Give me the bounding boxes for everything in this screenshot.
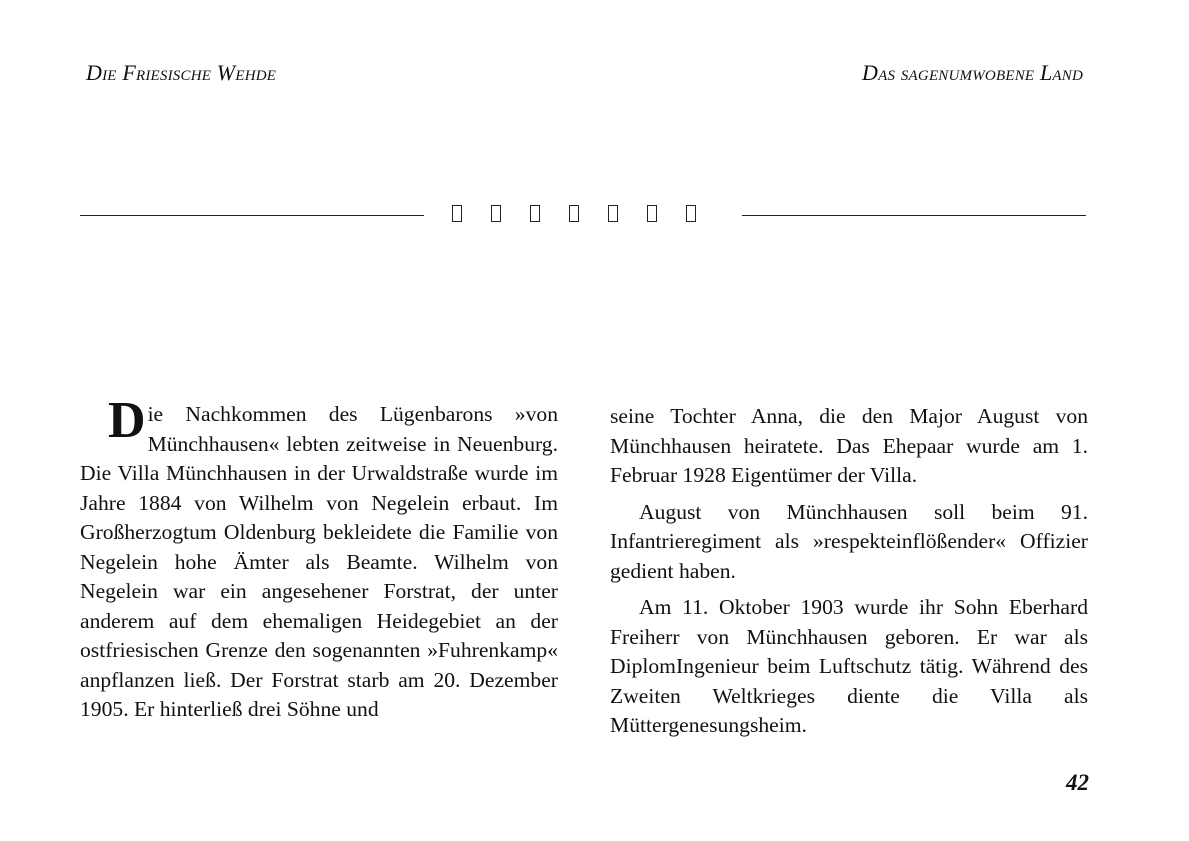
- text-column-left: [80, 392, 558, 725]
- divider-box-icon: [452, 205, 462, 222]
- drop-cap: D: [108, 392, 146, 449]
- divider-box-icon: [569, 205, 579, 222]
- divider-box-icon: [686, 205, 696, 222]
- paragraph-august: August von Münchhausen soll beim 91. Infantrieregiment als »respekteinflößender« Offizier gedient haben.: [610, 499, 1088, 583]
- ornamental-divider: [80, 202, 1086, 232]
- paragraph-eberhard: Am 11. Oktober 1903 wurde ihr Sohn Eberhard Freiherr von Münchhausen geboren. Er war als DiplomIngenieur beim Luftschutz tätig. Während des Zweiten Weltkrieges diente die Villa als Müttergenesungsheim.: [610, 595, 1088, 737]
- divider-boxes: [452, 205, 696, 222]
- running-header-left: Die Friesische Wehde: [86, 60, 277, 85]
- paragraph-continuation: seine Tochter Anna, die den Major August von Münchhausen heiratete. Das Ehepaar wurde am 1. Februar 1928 Eigentümer der Villa.: [610, 404, 1088, 487]
- text-column-right: [610, 402, 1088, 741]
- page-number: 42: [1066, 770, 1089, 795]
- divider-box-icon: [491, 205, 501, 222]
- divider-line-right: [742, 215, 1086, 216]
- running-header-right: Das sagenumwobene Land: [862, 60, 1083, 85]
- paragraph-intro: [80, 392, 558, 725]
- paragraph-intro-text: ie Nachkommen des Lügenbarons »von Münchhausen« lebten zeitweise in Neuenburg. Die Villa Münchhausen in der Urwaldstraße wurde im Jahre 1884 von Wilhelm von Negelein erbaut. Im Großherzogtum Oldenburg bekleidete die Familie von Negelein hohe Ämter als Beamte. Wilhelm von Negelein war ein angesehener Forstrat, der unter anderem auf dem ehemaligen Heidegebiet an der ostfriesischen Grenze den sogenannten »Fuhrenkamp« anpflanzen ließ. Der Forstrat starb am 20. Dezember 1905. Er hinterließ drei Söhne und: [80, 402, 558, 721]
- divider-line-left: [80, 215, 424, 216]
- divider-box-icon: [608, 205, 618, 222]
- divider-box-icon: [530, 205, 540, 222]
- divider-box-icon: [647, 205, 657, 222]
